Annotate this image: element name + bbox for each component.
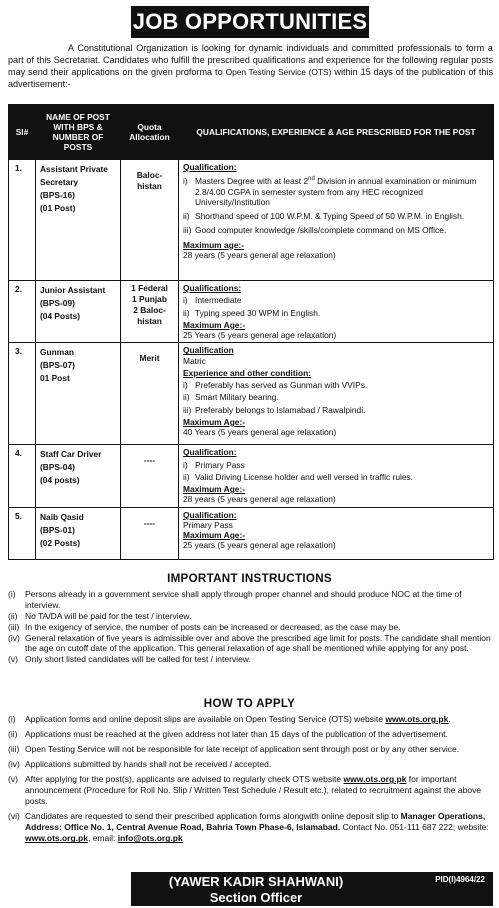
header-qualifications: QUALIFICATIONS, EXPERIENCE & AGE PRESCRIBED FOR THE POST	[179, 105, 494, 160]
row-qualifications	[179, 343, 494, 445]
table-row	[9, 445, 494, 507]
age-text: 25 years (5 years general age relaxation)	[183, 540, 336, 551]
age-heading: Maximum Age:-	[183, 484, 246, 494]
row-quota	[121, 281, 179, 343]
list-item	[183, 380, 488, 390]
item-number: i)	[183, 459, 188, 470]
list-item	[183, 392, 488, 402]
website-link[interactable]: www.ots.org.pk	[385, 714, 449, 724]
item-number: ii)	[183, 392, 190, 403]
list-item	[183, 176, 488, 207]
item-text: Primary Pass	[195, 459, 245, 470]
item-text: No TA/DA will be paid for the test / interview.	[25, 610, 192, 621]
age-text: 28 years (5 years general age relaxation)	[183, 249, 336, 260]
quota-line: 1 Punjab	[132, 293, 167, 304]
table-row	[9, 160, 494, 281]
table-row	[9, 507, 494, 559]
age-text: 25 Years (5 years general age relaxation)	[183, 330, 337, 340]
row-qualifications	[179, 507, 494, 559]
post-name: Junior Assistant	[40, 285, 106, 295]
intro-text-end: within 15 days of the publication of this advertisement:-	[8, 67, 494, 90]
post-count: 01 Post	[40, 373, 70, 384]
age-text: 28 years (5 years general age relaxation)	[183, 494, 336, 505]
email-link[interactable]: info@ots.org.pk	[117, 833, 183, 844]
post-name: Gunman	[40, 347, 74, 358]
item-number: (iii)	[8, 621, 20, 632]
table-row	[9, 281, 494, 343]
instructions-heading: IMPORTANT INSTRUCTIONS	[167, 572, 332, 585]
item-text: Valid Driving License holder and well versed in traffic rules.	[195, 471, 414, 482]
table-header-row	[9, 105, 494, 160]
item-text: In the exigency of service, the number of posts can be increased or decreased, as the case may be.	[25, 621, 401, 632]
item-text: General relaxation of five years is admissible over and above the prescribed age limit for posts. The candidate shall mention the age on cutoff date of the application. This general relaxation of age shall be mentioned while applying for any post.	[25, 632, 491, 654]
list-item	[183, 460, 488, 470]
quota-line: histan	[137, 315, 162, 326]
row-qualifications	[179, 445, 494, 507]
instructions-list	[8, 589, 494, 665]
table-row	[9, 343, 494, 445]
item-number: (ii)	[8, 610, 18, 621]
post-bps: (BPS-16)	[40, 190, 75, 201]
list-item	[8, 654, 494, 665]
item-text: Application forms and online deposit slips are available on Open Testing Service (OTS) website www.ots.org.pk.	[25, 714, 451, 724]
item-number: (v)	[8, 654, 18, 665]
list-item	[183, 225, 488, 235]
post-count: (02 Posts)	[40, 537, 81, 548]
item-text: Smart Military bearing.	[195, 392, 279, 403]
post-bps: (BPS-04)	[40, 462, 75, 473]
row-quota	[121, 445, 179, 507]
item-number: ii)	[183, 307, 190, 318]
post-name: Assistant Private Secretary	[40, 164, 108, 188]
row-sl: 4.	[9, 445, 36, 507]
age-heading: Maximum Age:-	[183, 319, 246, 330]
post-name: Naib Qasid	[40, 511, 84, 522]
qualification-heading: Qualification:	[183, 447, 237, 458]
post-bps: (BPS-07)	[40, 360, 75, 371]
item-text: Persons already in a government service shall apply through proper channel and should produce NOC at the time of interview.	[25, 589, 462, 610]
row-sl: 5.	[9, 507, 36, 559]
post-count: (01 Post)	[40, 203, 76, 214]
page-title: JOB OPPORTUNITIES	[131, 6, 369, 38]
intro-ots-name: Open Testing Service (OTS)	[225, 67, 332, 77]
item-number: (v)	[8, 774, 18, 785]
quota-line: 2 Baloc-	[133, 304, 166, 315]
quota-line: histan	[137, 180, 162, 191]
quota-line: Baloc-	[136, 170, 163, 180]
row-qualifications	[179, 160, 494, 281]
qualification-heading: Qualifications:	[183, 283, 242, 293]
officer-designation: Section Officer	[209, 890, 303, 905]
item-text: Typing speed 30 WPM in English.	[195, 307, 321, 318]
posts-table	[8, 104, 494, 560]
header-sl: Sl#	[9, 105, 36, 160]
post-count: (04 Posts)	[40, 311, 81, 322]
post-bps: (BPS-01)	[40, 524, 75, 535]
item-text: Open Testing Service will not be responsible for late receipt of application sent through post or by any other service.	[25, 744, 460, 755]
item-text: Preferably has served as Gunman with VVIPs.	[195, 380, 368, 390]
item-text: Good computer knowledge /skills/complete command on MS Office.	[195, 225, 447, 236]
how-to-apply-list	[8, 714, 494, 844]
row-quota	[121, 507, 179, 559]
row-post	[36, 343, 121, 445]
row-sl: 1.	[9, 160, 36, 281]
qualification-heading: Qualification:	[183, 509, 237, 520]
item-number: (ii)	[8, 729, 18, 740]
age-text: 40 Years (5 years general age relaxation)	[183, 427, 337, 437]
item-text: Only short listed candidates will be called for test / interview.	[25, 654, 251, 665]
item-number: i)	[183, 176, 188, 187]
header-quota: Quota Allocation	[121, 105, 179, 160]
item-number: (i)	[8, 714, 16, 724]
item-number: ii)	[183, 211, 190, 221]
qualification-text: Matric	[183, 355, 206, 366]
age-heading: Maximum age:-	[183, 239, 244, 250]
list-item	[8, 729, 494, 740]
list-item	[8, 622, 494, 633]
list-item	[8, 611, 494, 622]
list-item	[183, 308, 488, 318]
row-post	[36, 507, 121, 559]
list-item	[183, 405, 488, 415]
post-count: (04 posts)	[40, 475, 80, 486]
list-item	[183, 295, 488, 305]
list-item	[8, 811, 494, 844]
quota-line: Merit	[139, 353, 160, 364]
quota-line: 1 Federal	[131, 283, 168, 293]
quota-line: ----	[143, 517, 156, 528]
item-number: (iv)	[8, 759, 20, 770]
pid-number: PID(I)4964/22	[435, 875, 485, 884]
list-item	[183, 472, 488, 482]
list-item	[183, 211, 488, 221]
intro-text: A Constitutional Organization is looking for dynamic individuals and committed professionals to form a part of this Secretariat. Candidates who fulfill the prescribed qualifications and experience for the following regular posts may send their applications on the given proforma to	[8, 43, 493, 77]
row-sl: 2.	[9, 281, 36, 343]
post-bps: (BPS-09)	[40, 298, 75, 309]
website-link[interactable]: www.ots.org.pk	[25, 833, 88, 844]
intro-paragraph	[8, 42, 493, 90]
item-number: i)	[183, 380, 188, 390]
item-number: iii)	[183, 225, 192, 236]
list-item	[8, 589, 494, 611]
item-number: (vi)	[8, 811, 20, 822]
item-text: Shorthand speed of 100 W.P.M. & Typing Speed of 50 W.P.M. in English.	[195, 211, 465, 221]
list-item	[8, 759, 494, 770]
item-text: Applications submitted by hands shall not be received / accepted.	[25, 759, 272, 770]
item-number: (iii)	[8, 744, 20, 755]
qualification-heading: Qualification:	[183, 162, 237, 172]
post-name: Staff Car Driver	[40, 449, 102, 460]
row-sl: 3.	[9, 343, 36, 445]
age-heading: Maximum Age:-	[183, 416, 246, 427]
item-text: Applications must be reached at the given address not later than 15 days of the publication of the advertisement.	[25, 729, 448, 740]
row-qualifications	[179, 281, 494, 343]
row-post	[36, 281, 121, 343]
quota-line: ----	[143, 455, 156, 466]
row-quota	[121, 160, 179, 281]
list-item	[8, 744, 494, 755]
item-text: Candidates are requested to send their prescribed application forms alongwith online deposit slip to Manager Operations, Address: Office No. 1, Central Avenue Road, Bahria Town Phase-6, Islamabad. Contact No. 051-111 687 222; website: www.ots.org.pk, email: info@ots.org.pk	[25, 811, 489, 844]
row-post	[36, 445, 121, 507]
list-item	[8, 774, 494, 807]
item-number: (i)	[8, 589, 16, 599]
age-heading: Maximum Age:-	[183, 530, 246, 540]
header-post: NAME OF POST WITH BPS & NUMBER OF POSTS	[36, 105, 121, 160]
row-post	[36, 160, 121, 281]
item-number: (iv)	[8, 632, 20, 643]
how-to-apply-heading: HOW TO APPLY	[203, 697, 296, 710]
qualification-heading: Qualification	[183, 345, 234, 356]
experience-heading: Experience and other condition:	[183, 367, 311, 378]
address-text: Manager Operations, Address: Office No. 1, Central Avenue Road, Bahria Town Phase-6, Islamabad.	[25, 811, 486, 833]
list-item	[8, 714, 494, 725]
officer-name: (YAWER KADIR SHAHWANI)	[168, 874, 344, 889]
item-number: iii)	[183, 404, 192, 415]
website-link[interactable]: www.ots.org.pk	[343, 774, 407, 785]
list-item	[8, 633, 494, 655]
signature-block	[131, 872, 493, 906]
item-text: Masters Degree with at least 2nd Division in annual examination or minimum 2.8/4.00 CGPA in semester system from any HEC recognized University/Institution	[195, 176, 477, 207]
item-text: Preferably belongs to Islamabad / Rawalpindi.	[195, 404, 366, 415]
qualification-text: Primary Pass	[183, 519, 233, 530]
row-quota	[121, 343, 179, 445]
item-number: i)	[183, 295, 188, 306]
item-number: ii)	[183, 471, 190, 482]
item-text: After applying for the post(s), applicants are advised to regularly check OTS website www.ots.org.pk for important announcement (Procedure for Roll No. Slip / Written Test Schedule / Result etc.), related to recruitment against the above posts.	[25, 774, 482, 807]
item-text: Intermediate	[195, 295, 242, 306]
